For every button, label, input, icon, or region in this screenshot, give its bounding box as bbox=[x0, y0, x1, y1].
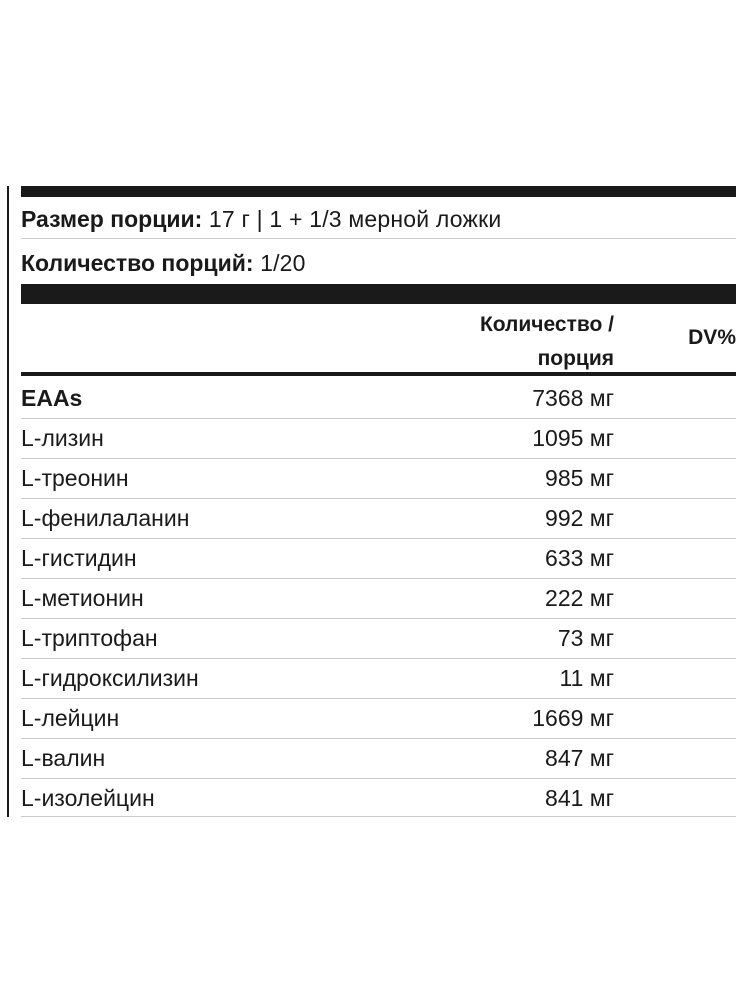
nutrient-row bbox=[21, 379, 736, 419]
nutrient-row bbox=[21, 779, 736, 818]
nutrient-amount: 841 мг bbox=[545, 785, 614, 811]
nutrient-name: L-гистидин bbox=[21, 545, 137, 571]
serving-size-label: Размер порции: bbox=[21, 206, 203, 232]
nutrient-name: L-изолейцин bbox=[21, 785, 155, 811]
nutrient-amount: 633 мг bbox=[545, 545, 614, 571]
nutrient-name: L-метионин bbox=[21, 585, 144, 611]
nutrient-rows bbox=[21, 379, 736, 818]
serving-size-row bbox=[21, 205, 501, 233]
middle-divider-bar bbox=[21, 284, 736, 304]
amount-per-serving-header bbox=[409, 308, 614, 376]
nutrient-amount: 73 мг bbox=[557, 625, 614, 651]
nutrient-name: L-лизин bbox=[21, 425, 104, 451]
nutrient-row bbox=[21, 459, 736, 499]
nutrient-name: L-гидроксилизин bbox=[21, 665, 199, 691]
nutrient-row bbox=[21, 619, 736, 659]
nutrient-name: L-фенилаланин bbox=[21, 505, 190, 531]
top-divider-bar bbox=[21, 186, 736, 197]
nutrient-name: L-лейцин bbox=[21, 705, 120, 731]
header-divider-bar bbox=[21, 372, 736, 376]
nutrient-amount: 847 мг bbox=[545, 745, 614, 771]
bottom-divider bbox=[21, 816, 736, 817]
supplement-facts-panel bbox=[7, 186, 736, 817]
nutrient-row bbox=[21, 739, 736, 779]
nutrient-amount: 1095 мг bbox=[532, 425, 614, 451]
servings-count-row bbox=[21, 249, 306, 277]
nutrient-row bbox=[21, 419, 736, 459]
serving-size-value: 17 г | 1 + 1/3 мерной ложки bbox=[202, 206, 502, 232]
nutrient-amount: 1669 мг bbox=[532, 705, 614, 731]
nutrient-name: L-триптофан bbox=[21, 625, 158, 651]
nutrient-row bbox=[21, 499, 736, 539]
nutrient-row bbox=[21, 539, 736, 579]
nutrient-name: EAAs bbox=[21, 385, 83, 411]
nutrient-row bbox=[21, 579, 736, 619]
nutrient-amount: 11 мг bbox=[559, 665, 614, 691]
servings-count-value: 1/20 bbox=[253, 250, 306, 276]
amount-header-line1: Количество / bbox=[479, 313, 614, 336]
dv-percent-header: DV% bbox=[688, 326, 736, 349]
nutrient-amount: 992 мг bbox=[545, 505, 614, 531]
nutrient-amount: 985 мг bbox=[545, 465, 614, 491]
nutrient-row bbox=[21, 699, 736, 739]
amount-header-line2: порция bbox=[537, 347, 614, 370]
servings-count-label: Количество порций: bbox=[21, 250, 254, 276]
nutrient-row bbox=[21, 659, 736, 699]
serving-divider bbox=[21, 238, 736, 239]
nutrient-name: L-треонин bbox=[21, 465, 129, 491]
nutrient-amount: 7368 мг bbox=[532, 385, 614, 411]
nutrient-name: L-валин bbox=[21, 745, 106, 771]
nutrient-amount: 222 мг bbox=[545, 585, 614, 611]
